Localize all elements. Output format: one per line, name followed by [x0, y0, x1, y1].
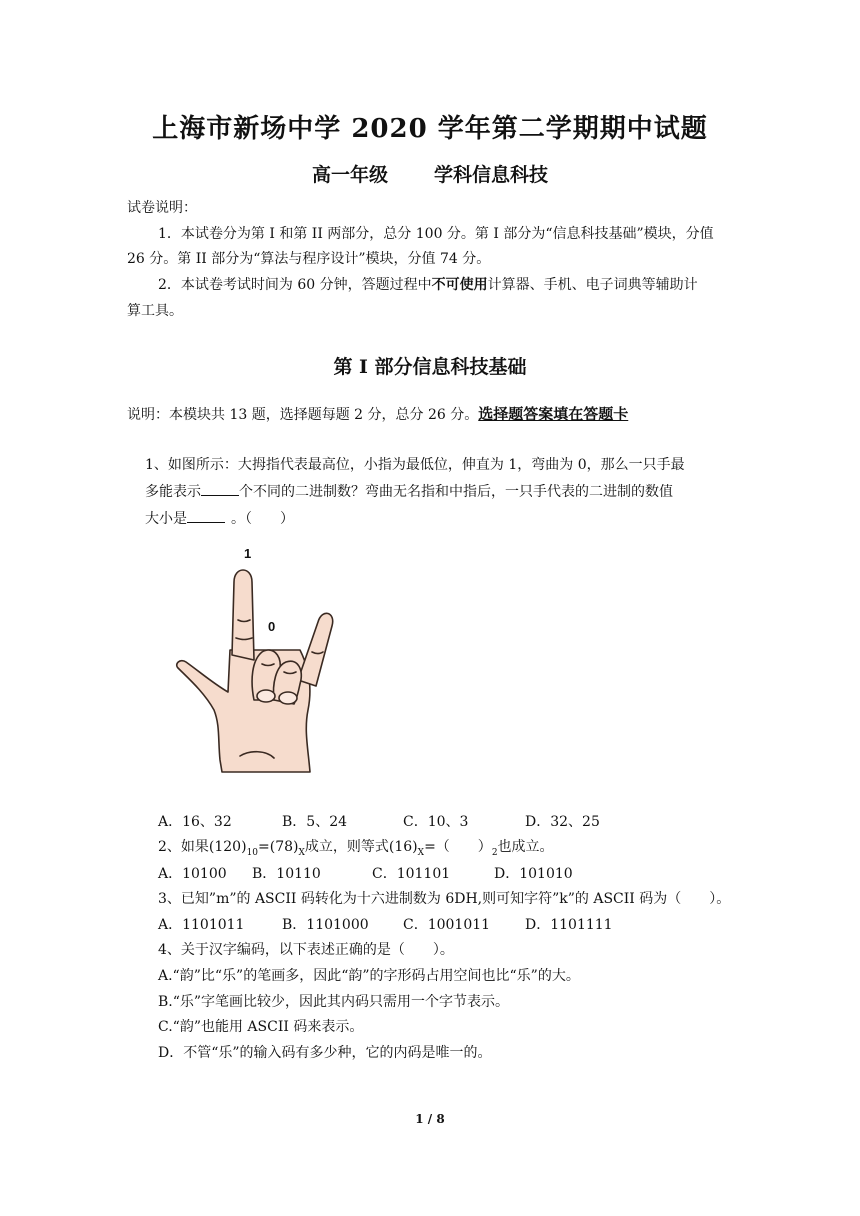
- instructions-heading: 试卷说明：: [127, 200, 197, 216]
- instruction-2-text: 2．本试卷考试时间为 60 分钟，答题过程中: [158, 277, 432, 293]
- exam-subtitle: [0, 160, 860, 187]
- q3-option-c: C．1001011: [403, 917, 491, 933]
- q2-option-d: D．101010: [494, 866, 573, 882]
- answer-blank: [201, 481, 239, 496]
- instruction-1-line1: 1．本试卷分为第 I 和第 II 两部分，总分 100 分。第 I 部分为“信息科技基础”模块，分值: [158, 226, 714, 242]
- q1-line2: [145, 481, 673, 502]
- q2-part: =（ ）: [424, 839, 492, 855]
- q1-line1: 1、如图所示：大拇指代表最高位，小指为最低位，伸直为 1，弯曲为 0，那么一只手最: [145, 457, 685, 473]
- q1-line2-text: 多能表示: [145, 484, 201, 500]
- q1-line3: [145, 508, 294, 529]
- q3-text: 3、已知”m”的 ASCII 码转化为十六进制数为 6DH,则可知字符”k”的 ASCII 码为（ ）。: [158, 891, 731, 907]
- q1-option-c: C．10、3: [403, 814, 469, 830]
- figure-label-zero: 0: [268, 619, 276, 634]
- q2-part: 2、如果(120): [158, 839, 247, 855]
- section-note-text: 说明：本模块共 13 题，选择题每题 2 分，总分 26 分。: [127, 407, 479, 423]
- answer-blank: [187, 508, 225, 523]
- q4-option-a: A.“韵”比“乐”的笔画多，因此“韵”的字形码占用空间也比“乐”的大。: [158, 968, 580, 984]
- q2-text: [158, 837, 554, 863]
- q2-option-b: B．10110: [252, 866, 321, 882]
- instruction-2-text-end: 计算器、手机、电子词典等辅助计: [487, 277, 698, 293]
- q4-option-d: D．不管“乐”的输入码有多少种，它的内码是唯一的。: [158, 1045, 492, 1061]
- instruction-1-line2: 26 分。第 II 部分为“算法与程序设计”模块，分值 74 分。: [127, 251, 491, 267]
- subject-label: 学科信息科技: [434, 164, 549, 186]
- q3-option-a: A．1101011: [158, 917, 245, 933]
- grade-label: 高一年级: [311, 164, 388, 186]
- q4-option-c: C.“韵”也能用 ASCII 码来表示。: [158, 1019, 364, 1035]
- exam-title: 上海市新场中学 2020 学年第二学期期中试题: [152, 114, 708, 144]
- q2-part: 成立，则等式(16): [304, 839, 418, 855]
- q1-option-a: A．16、32: [158, 814, 232, 830]
- q3-option-d: D．1101111: [525, 917, 613, 933]
- q4-text: 4、关于汉字编码，以下表述正确的是（ ）。: [158, 942, 454, 958]
- figure-label-one: 1: [244, 546, 252, 561]
- q2-part: 也成立。: [497, 839, 554, 855]
- q1-option-d: D．32、25: [525, 814, 600, 830]
- q1-line3-text: 大小是: [145, 511, 187, 527]
- q2-subscript: 2: [491, 847, 498, 858]
- q2-option-a: A．10100: [158, 866, 227, 882]
- instruction-2-line2: 算工具。: [127, 303, 183, 319]
- q1-line2-text-end: 个不同的二进制数？弯曲无名指和中指后，一只手代表的二进制的数值: [239, 484, 673, 500]
- q4-option-b: B.“乐”字笔画比较少，因此其内码只需用一个字节表示。: [158, 994, 510, 1010]
- q1-option-b: B．5、24: [282, 814, 348, 830]
- q2-subscript: 10: [246, 847, 259, 858]
- q2-option-c: C．101101: [372, 866, 451, 882]
- section-title: 第 I 部分信息科技基础: [333, 356, 527, 378]
- q3-option-b: B．1101000: [282, 917, 369, 933]
- q2-subscript: X: [298, 847, 305, 858]
- q2-subscript: X: [417, 847, 425, 858]
- instruction-2-bold: 不可使用: [431, 277, 488, 293]
- hand-gesture-illustration: [170, 560, 345, 775]
- instruction-2-line1: [158, 275, 698, 295]
- section-note-emphasis: 选择题答案填在答题卡: [478, 405, 629, 423]
- q2-part: =(78): [258, 839, 299, 855]
- q1-line3-text-end: 。（ ）: [231, 511, 294, 527]
- section-note: [127, 404, 628, 425]
- page-number: 1 / 8: [415, 1112, 445, 1126]
